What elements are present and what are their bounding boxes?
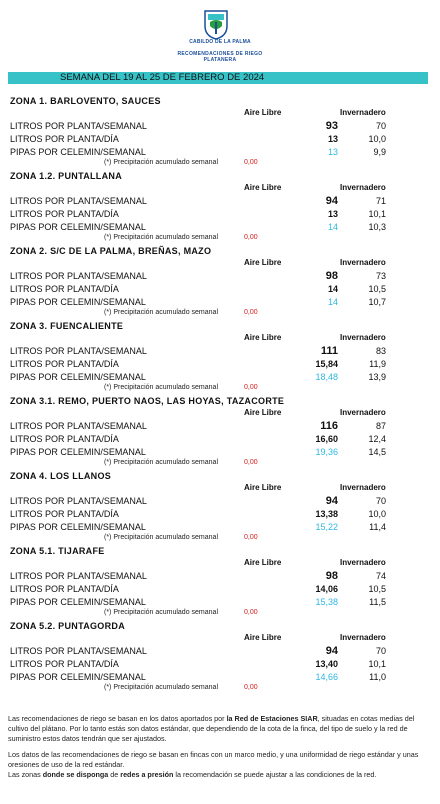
value-invernadero: 70 [375, 121, 386, 131]
row-litros-dia [0, 283, 440, 295]
precipitation-label: (*) Precipitación acumulado semanal [104, 234, 218, 241]
value-aire-libre: 19,36 [315, 447, 338, 457]
row-pipas-celemin [0, 221, 440, 233]
row-litros-semanal [0, 120, 440, 132]
value-invernadero: 70 [375, 496, 386, 506]
value-invernadero: 11,5 [369, 597, 386, 607]
value-aire-libre: 13 [327, 147, 338, 157]
note-3-text-c: de [108, 770, 121, 779]
value-invernadero: 71 [375, 196, 386, 206]
value-aire-libre: 94 [325, 195, 338, 207]
value-aire-libre: 16,60 [315, 434, 338, 444]
row-pipas-celemin [0, 371, 440, 383]
value-aire-libre: 15,38 [315, 597, 338, 607]
value-aire-libre: 98 [325, 570, 338, 582]
value-invernadero: 10,0 [368, 134, 386, 144]
value-aire-libre: 14 [327, 222, 338, 232]
row-label: PIPAS POR CELEMIN/SEMANAL [10, 672, 146, 682]
precipitation-label: (*) Precipitación acumulado semanal [104, 534, 218, 541]
col-header-invernadero: Invernadero [340, 408, 386, 417]
value-invernadero: 10,3 [368, 222, 386, 232]
row-label: LITROS POR PLANTA/SEMANAL [10, 346, 147, 356]
row-litros-semanal [0, 495, 440, 507]
row-litros-semanal [0, 420, 440, 432]
zone-title: ZONA 2. S/C DE LA PALMA, BREÑAS, MAZO [10, 246, 212, 256]
value-aire-libre: 13,40 [315, 659, 338, 669]
precipitation-label: (*) Precipitación acumulado semanal [104, 609, 218, 616]
precipitation-value: 0,00 [244, 384, 258, 391]
row-litros-dia [0, 658, 440, 670]
value-invernadero: 11,9 [369, 359, 386, 369]
row-label: LITROS POR PLANTA/SEMANAL [10, 271, 147, 281]
value-aire-libre: 13 [327, 209, 338, 219]
row-pipas-celemin [0, 521, 440, 533]
value-invernadero: 10,0 [368, 509, 386, 519]
value-invernadero: 73 [375, 271, 386, 281]
row-label: LITROS POR PLANTA/DÍA [10, 134, 119, 144]
row-label: LITROS POR PLANTA/DÍA [10, 434, 119, 444]
value-invernadero: 10,1 [368, 209, 386, 219]
row-pipas-celemin [0, 146, 440, 158]
header [0, 0, 440, 70]
row-label: LITROS POR PLANTA/DÍA [10, 584, 119, 594]
col-header-aire-libre: Aire Libre [244, 483, 282, 492]
note-1-siar: la Red de Estaciones SIAR [226, 714, 318, 723]
value-aire-libre: 94 [325, 495, 338, 507]
note-paragraph-1 [8, 714, 426, 744]
value-invernadero: 10,5 [368, 584, 386, 594]
row-litros-dia [0, 433, 440, 445]
value-aire-libre: 14 [327, 297, 338, 307]
col-header-invernadero: Invernadero [340, 183, 386, 192]
row-pipas-celemin [0, 296, 440, 308]
col-header-invernadero: Invernadero [340, 633, 386, 642]
precipitation-value: 0,00 [244, 609, 258, 616]
row-litros-dia [0, 508, 440, 520]
precipitation-value: 0,00 [244, 684, 258, 691]
org-name: CABILDO DE LA PALMA [189, 39, 251, 45]
note-3-text-e: la recomendación se puede ajustar a las condiciones de la red. [173, 770, 377, 779]
value-aire-libre: 15,22 [315, 522, 338, 532]
value-aire-libre: 13,38 [315, 509, 338, 519]
value-invernadero: 12,4 [368, 434, 386, 444]
row-litros-semanal [0, 645, 440, 657]
row-label: LITROS POR PLANTA/SEMANAL [10, 421, 147, 431]
precipitation-label: (*) Precipitación acumulado semanal [104, 459, 218, 466]
document-title-line1: RECOMENDACIONES DE RIEGO [177, 51, 263, 57]
zone-block [0, 242, 440, 317]
col-header-invernadero: Invernadero [340, 108, 386, 117]
value-aire-libre: 116 [320, 420, 338, 432]
col-header-aire-libre: Aire Libre [244, 108, 282, 117]
row-label: PIPAS POR CELEMIN/SEMANAL [10, 222, 146, 232]
note-paragraph-3 [8, 770, 426, 780]
row-label: PIPAS POR CELEMIN/SEMANAL [10, 297, 146, 307]
cabildo-logo-icon [202, 8, 230, 40]
col-header-aire-libre: Aire Libre [244, 558, 282, 567]
row-litros-semanal [0, 270, 440, 282]
col-header-invernadero: Invernadero [340, 258, 386, 267]
zone-block [0, 317, 440, 392]
row-litros-dia [0, 133, 440, 145]
value-aire-libre: 14 [327, 284, 338, 294]
row-litros-dia [0, 583, 440, 595]
value-invernadero: 13,9 [368, 372, 386, 382]
row-label: PIPAS POR CELEMIN/SEMANAL [10, 447, 146, 457]
row-label: LITROS POR PLANTA/SEMANAL [10, 646, 147, 656]
row-litros-semanal [0, 570, 440, 582]
zone-block [0, 392, 440, 467]
value-invernadero: 83 [375, 346, 386, 356]
value-invernadero: 70 [375, 646, 386, 656]
value-invernadero: 10,1 [368, 659, 386, 669]
precipitation-value: 0,00 [244, 309, 258, 316]
value-aire-libre: 98 [325, 270, 338, 282]
row-label: PIPAS POR CELEMIN/SEMANAL [10, 372, 146, 382]
zone-block [0, 92, 440, 167]
precipitation-label: (*) Precipitación acumulado semanal [104, 159, 218, 166]
row-label: LITROS POR PLANTA/SEMANAL [10, 121, 147, 131]
row-label: LITROS POR PLANTA/SEMANAL [10, 571, 147, 581]
row-label: LITROS POR PLANTA/DÍA [10, 359, 119, 369]
value-aire-libre: 94 [325, 645, 338, 657]
col-header-aire-libre: Aire Libre [244, 633, 282, 642]
row-label: LITROS POR PLANTA/SEMANAL [10, 196, 147, 206]
precipitation-value: 0,00 [244, 159, 258, 166]
note-1-text-a: Las recomendaciones de riego se basan en los datos aportados por [8, 714, 227, 723]
value-aire-libre: 13 [327, 134, 338, 144]
zone-block [0, 167, 440, 242]
value-invernadero: 10,5 [368, 284, 386, 294]
value-invernadero: 87 [375, 421, 386, 431]
note-paragraph-2 [8, 750, 426, 770]
precipitation-value: 0,00 [244, 459, 258, 466]
note-3-bold-a: donde se disponga [42, 770, 109, 779]
row-label: LITROS POR PLANTA/DÍA [10, 284, 119, 294]
row-label: LITROS POR PLANTA/DÍA [10, 659, 119, 669]
zones-list [0, 92, 440, 692]
col-header-aire-libre: Aire Libre [244, 258, 282, 267]
week-banner: SEMANA DEL 19 AL 25 DE FEBRERO DE 2024 [8, 72, 428, 84]
note-1-text-c: , situadas en cotas medias del cultivo del plátano. Por lo tanto estás son datos estándar, que dependiendo de la cota de la finca, del tipo de suelo y la red de suministro estos datos tendrán que ser ajustados. [8, 714, 415, 743]
precipitation-value: 0,00 [244, 234, 258, 241]
row-pipas-celemin [0, 446, 440, 458]
value-invernadero: 11,0 [369, 672, 386, 682]
zone-block [0, 617, 440, 692]
value-aire-libre: 14,06 [315, 584, 338, 594]
row-label: LITROS POR PLANTA/DÍA [10, 209, 119, 219]
value-invernadero: 14,5 [368, 447, 386, 457]
notes-section [8, 714, 426, 786]
row-pipas-celemin [0, 671, 440, 683]
row-litros-semanal [0, 345, 440, 357]
document-title-line2: PLATANERA [203, 57, 237, 63]
zone-title: ZONA 1. BARLOVENTO, SAUCES [10, 96, 161, 106]
row-pipas-celemin [0, 596, 440, 608]
col-header-invernadero: Invernadero [340, 558, 386, 567]
row-label: PIPAS POR CELEMIN/SEMANAL [10, 147, 146, 157]
precipitation-label: (*) Precipitación acumulado semanal [104, 309, 218, 316]
zone-title: ZONA 1.2. PUNTALLANA [10, 171, 123, 181]
value-invernadero: 9,9 [373, 147, 386, 157]
col-header-aire-libre: Aire Libre [244, 333, 282, 342]
zone-title: ZONA 5.2. PUNTAGORDA [10, 621, 126, 631]
precipitation-value: 0,00 [244, 534, 258, 541]
value-aire-libre: 93 [325, 120, 338, 132]
row-label: PIPAS POR CELEMIN/SEMANAL [10, 597, 146, 607]
note-2-text: Los datos de las recomendaciones de riego se basan en fincas con un marco medio, y una uniformidad de riego estándar y unas oresiones de uso de la red estándar. [8, 750, 419, 769]
precipitation-label: (*) Precipitación acumulado semanal [104, 384, 218, 391]
col-header-invernadero: Invernadero [340, 333, 386, 342]
zone-title: ZONA 3. FUENCALIENTE [10, 321, 124, 331]
note-3-bold-b: redes a presión [120, 770, 174, 779]
value-invernadero: 11,4 [369, 522, 386, 532]
zone-block [0, 467, 440, 542]
zone-title: ZONA 5.1. TIJARAFE [10, 546, 105, 556]
col-header-aire-libre: Aire Libre [244, 183, 282, 192]
precipitation-label: (*) Precipitación acumulado semanal [104, 684, 218, 691]
value-aire-libre: 111 [320, 345, 338, 357]
col-header-aire-libre: Aire Libre [244, 408, 282, 417]
row-litros-dia [0, 208, 440, 220]
note-3-text-a: Las zonas [8, 770, 43, 779]
row-label: PIPAS POR CELEMIN/SEMANAL [10, 522, 146, 532]
zone-block [0, 542, 440, 617]
zone-title: ZONA 4. LOS LLANOS [10, 471, 112, 481]
value-invernadero: 74 [375, 571, 386, 581]
value-aire-libre: 18,48 [315, 372, 338, 382]
row-label: LITROS POR PLANTA/DÍA [10, 509, 119, 519]
row-litros-semanal [0, 195, 440, 207]
value-invernadero: 10,7 [368, 297, 386, 307]
value-aire-libre: 15,84 [315, 359, 338, 369]
value-aire-libre: 14,66 [315, 672, 338, 682]
zone-title: ZONA 3.1. REMO, PUERTO NAOS, LAS HOYAS, TAZACORTE [10, 396, 285, 406]
col-header-invernadero: Invernadero [340, 483, 386, 492]
row-litros-dia [0, 358, 440, 370]
row-label: LITROS POR PLANTA/SEMANAL [10, 496, 147, 506]
